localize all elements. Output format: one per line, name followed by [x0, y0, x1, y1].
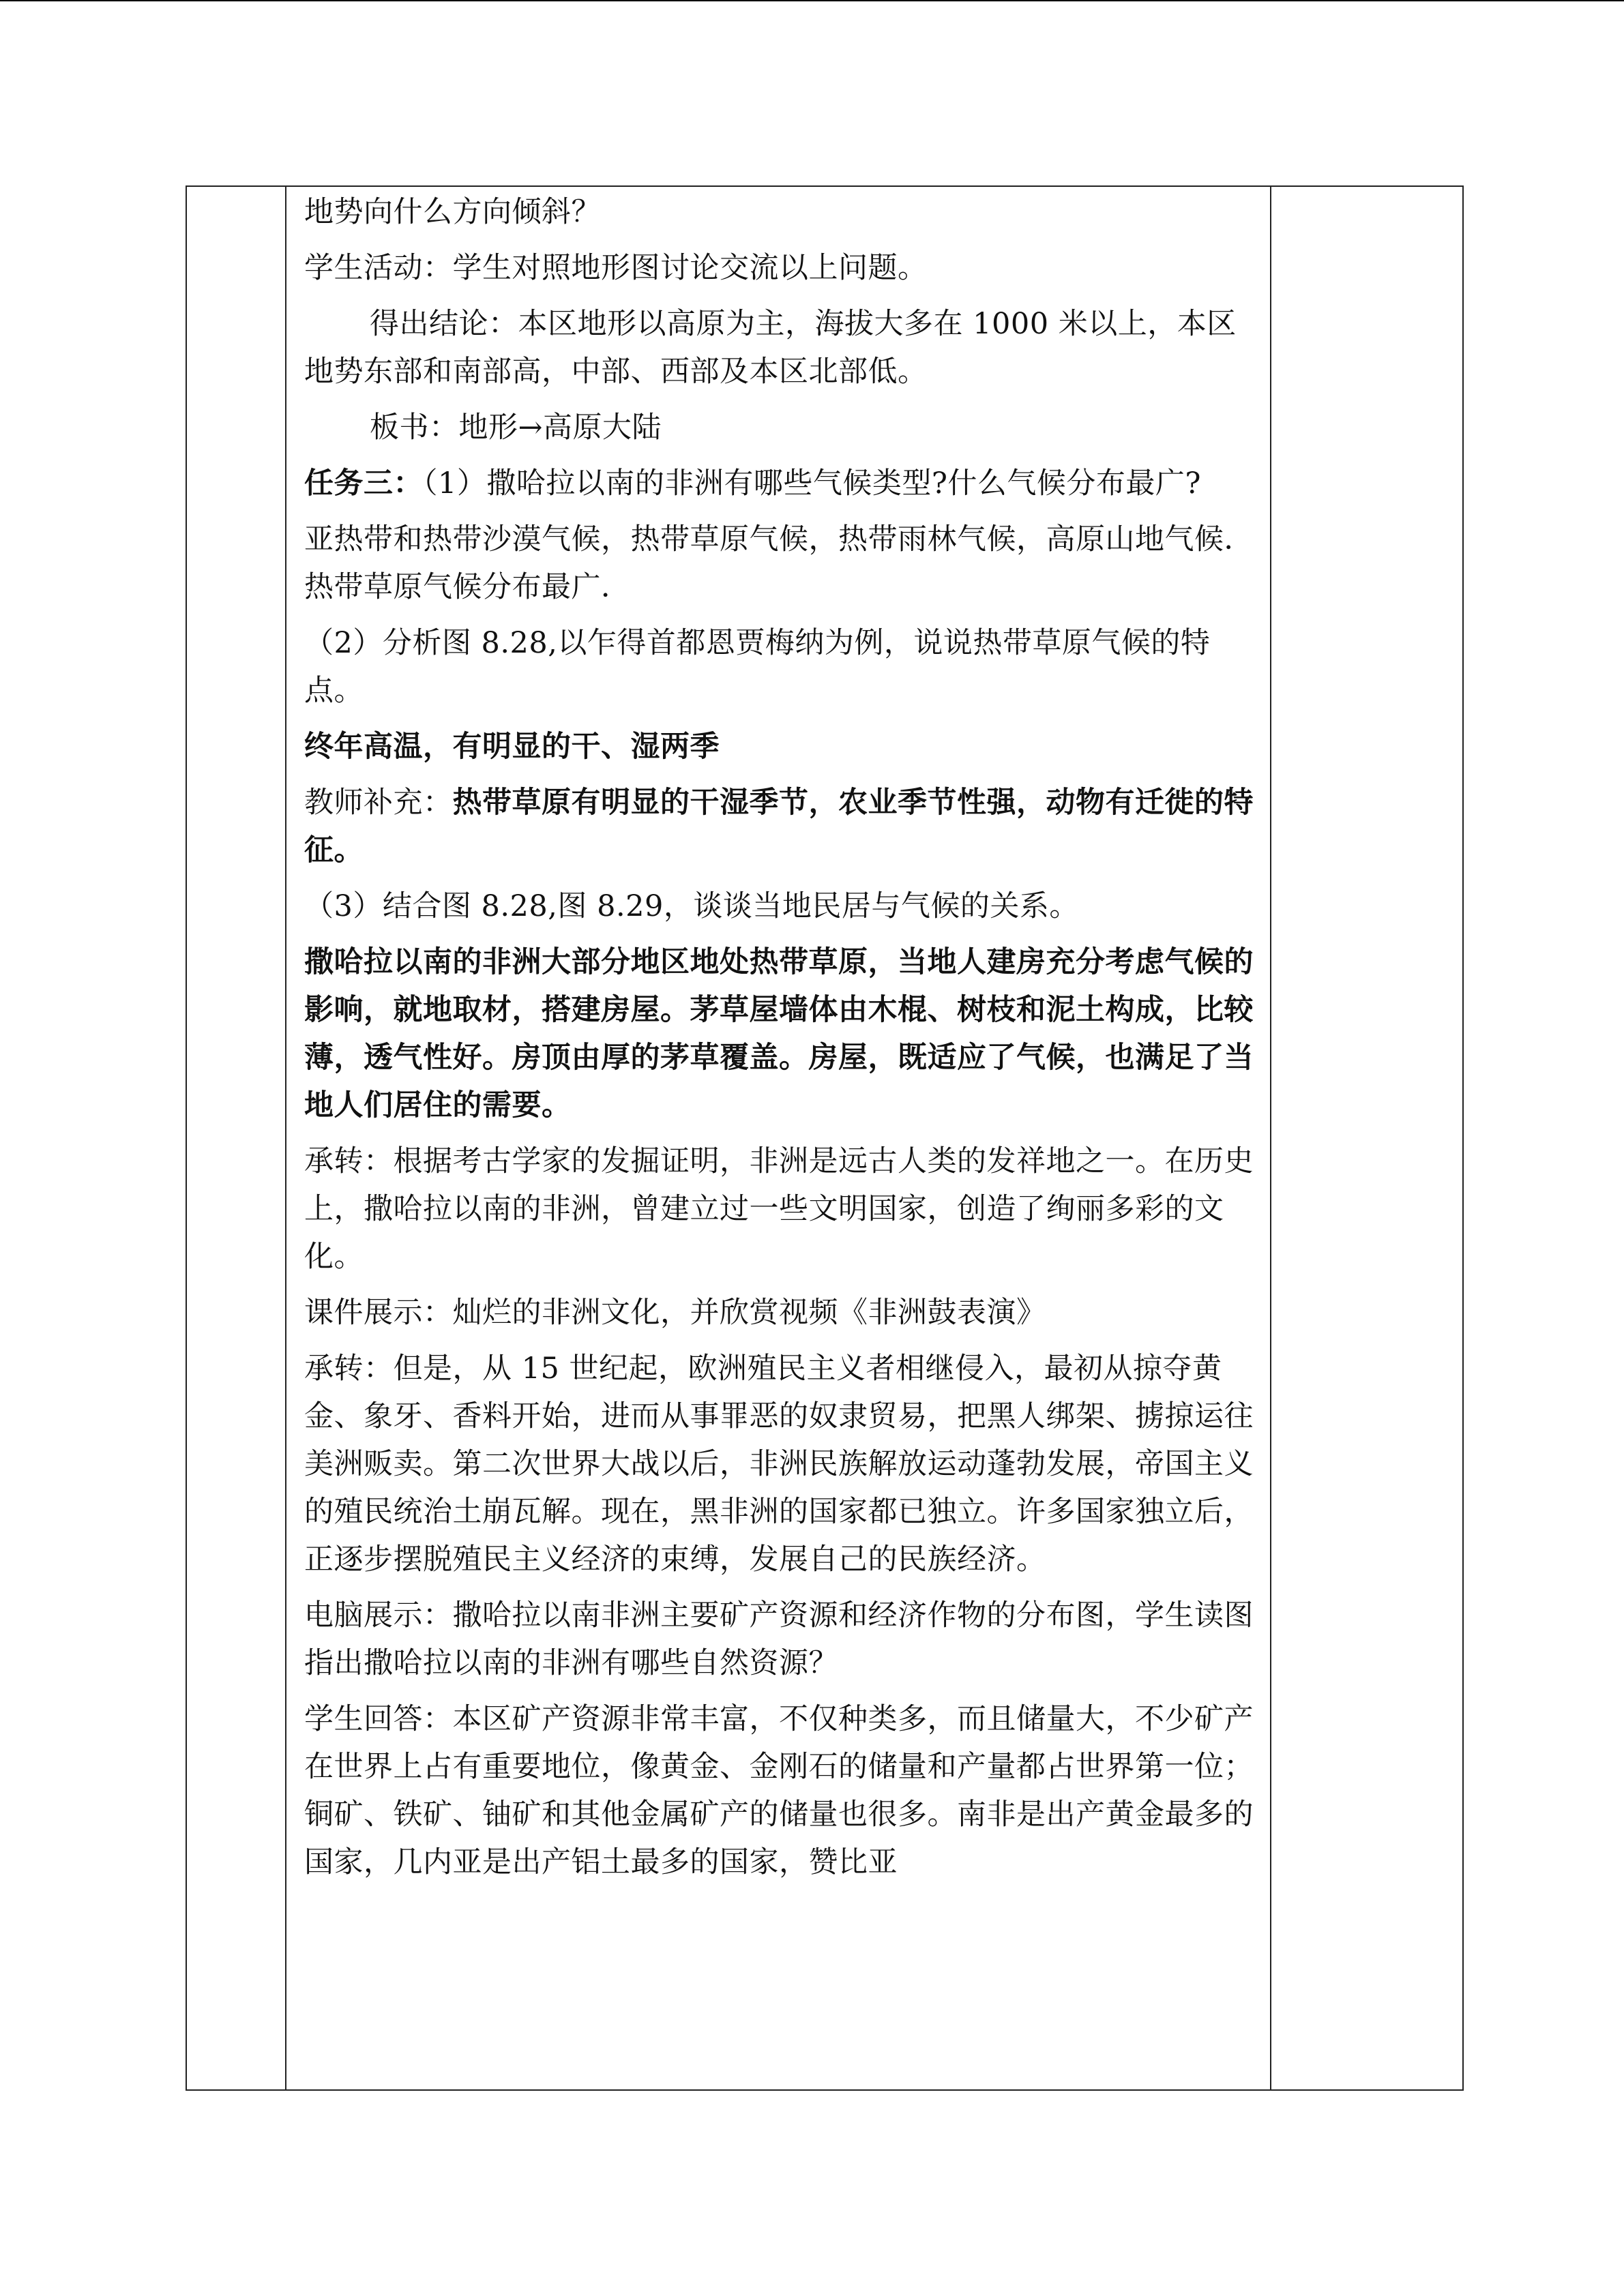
paragraph-label: 教师补充： [304, 786, 453, 820]
column-divider-left [285, 187, 286, 2089]
paragraph-text: （3）结合图 8.28,图 8.29，谈谈当地民居与气候的关系。 [304, 889, 1079, 923]
column-divider-right [1270, 187, 1271, 2089]
paragraph-text: 电脑展示：撒哈拉以南非洲主要矿产资源和经济作物的分布图，学生读图指出撒哈拉以南的非洲有哪些自然资源？ [304, 1598, 1254, 1680]
paragraph-text: 亚热带和热带沙漠气候，热带草原气候，热带雨林气候，高原山地气候．热带草原气候分布最广． [304, 522, 1254, 604]
paragraph-text: 撒哈拉以南的非洲大部分地区地处热带草原，当地人建房充分考虑气候的影响，就地取材，搭建房屋。茅草屋墙体由木棍、树枝和泥土构成，比较薄，透气性好。房顶由厚的茅草覆盖。房屋，既适应了气候，也满足了当地人们居住的需要。 [304, 945, 1254, 1122]
paragraph-10 [304, 882, 1260, 930]
paragraph-text: （2）分析图 8.28,以乍得首都恩贾梅纳为例，说说热带草原气候的特点。 [304, 626, 1211, 708]
lesson-table [186, 185, 1464, 2091]
paragraph-text: 学生活动：学生对照地形图讨论交流以上问题。 [304, 251, 928, 285]
paragraph-9 [304, 779, 1260, 874]
paragraph-text: 学生回答：本区矿产资源非常丰富，不仅种类多，而且储量大，不少矿产在世界上占有重要地位，像黄金、金刚石的储量和产量都占世界第一位；铜矿、铁矿、铀矿和其他金属矿产的储量也很多。南非是出产黄金最多的国家，几内亚是出产铝土最多的国家，赞比亚 [304, 1702, 1254, 1879]
paragraph-text: （1）撒哈拉以南的非洲有哪些气候类型?什么气候分布最广? [423, 466, 1201, 501]
paragraph-text: 地势向什么方向倾斜？ [304, 195, 601, 229]
paragraph-text: 承转：但是，从 15 世纪起，欧洲殖民主义者相继侵入，最初从掠夺黄金、象牙、香料开始，进而从事罪恶的奴隶贸易，把黑人绑架、掳掠运往美洲贩卖。第二次世界大战以后，非洲民族解放运动蓬勃发展，帝国主义的殖民统治土崩瓦解。现在，黑非洲的国家都已独立。许多国家独立后，正逐步摆脱殖民主义经济的束缚，发展自己的民族经济。 [304, 1352, 1254, 1577]
paragraph-8 [304, 723, 1260, 771]
paragraph-2 [304, 244, 1260, 292]
paragraph-13 [304, 1289, 1260, 1337]
paragraph-text: 得出结论：本区地形以高原为主，海拔大多在 1000 米以上，本区地势东部和南部高，中部、西部及本区北部低。 [304, 307, 1237, 389]
paragraph-14 [304, 1345, 1260, 1583]
paragraph-1 [304, 188, 1260, 236]
paragraph-7 [304, 619, 1260, 715]
paragraph-12 [304, 1137, 1260, 1281]
paragraph-text: 课件展示：灿烂的非洲文化，并欣赏视频《非洲鼓表演》 [304, 1296, 1046, 1330]
paragraph-text: 板书：地形→高原大陆 [370, 411, 662, 445]
paragraph-5 [304, 460, 1260, 507]
paragraph-text: 承转：根据考古学家的发掘证明，非洲是远古人类的发祥地之一。在历史上，撒哈拉以南的非洲，曾建立过一些文明国家，创造了绚丽多彩的文化。 [304, 1144, 1254, 1274]
task-label: 任务三： [304, 466, 423, 501]
paragraph-15 [304, 1592, 1260, 1687]
paragraph-text: 终年高温，有明显的干、湿两季 [304, 730, 720, 764]
paragraph-11 [304, 938, 1260, 1129]
lesson-content-cell [304, 187, 1260, 1894]
paragraph-6 [304, 516, 1260, 611]
paragraph-16 [304, 1695, 1260, 1886]
paragraph-text: 热带草原有明显的干湿季节，农业季节性强，动物有迁徙的特征。 [304, 786, 1254, 867]
paragraph-3 [304, 300, 1260, 396]
page-top-rule [0, 0, 1624, 1]
paragraph-4 [304, 404, 1260, 451]
